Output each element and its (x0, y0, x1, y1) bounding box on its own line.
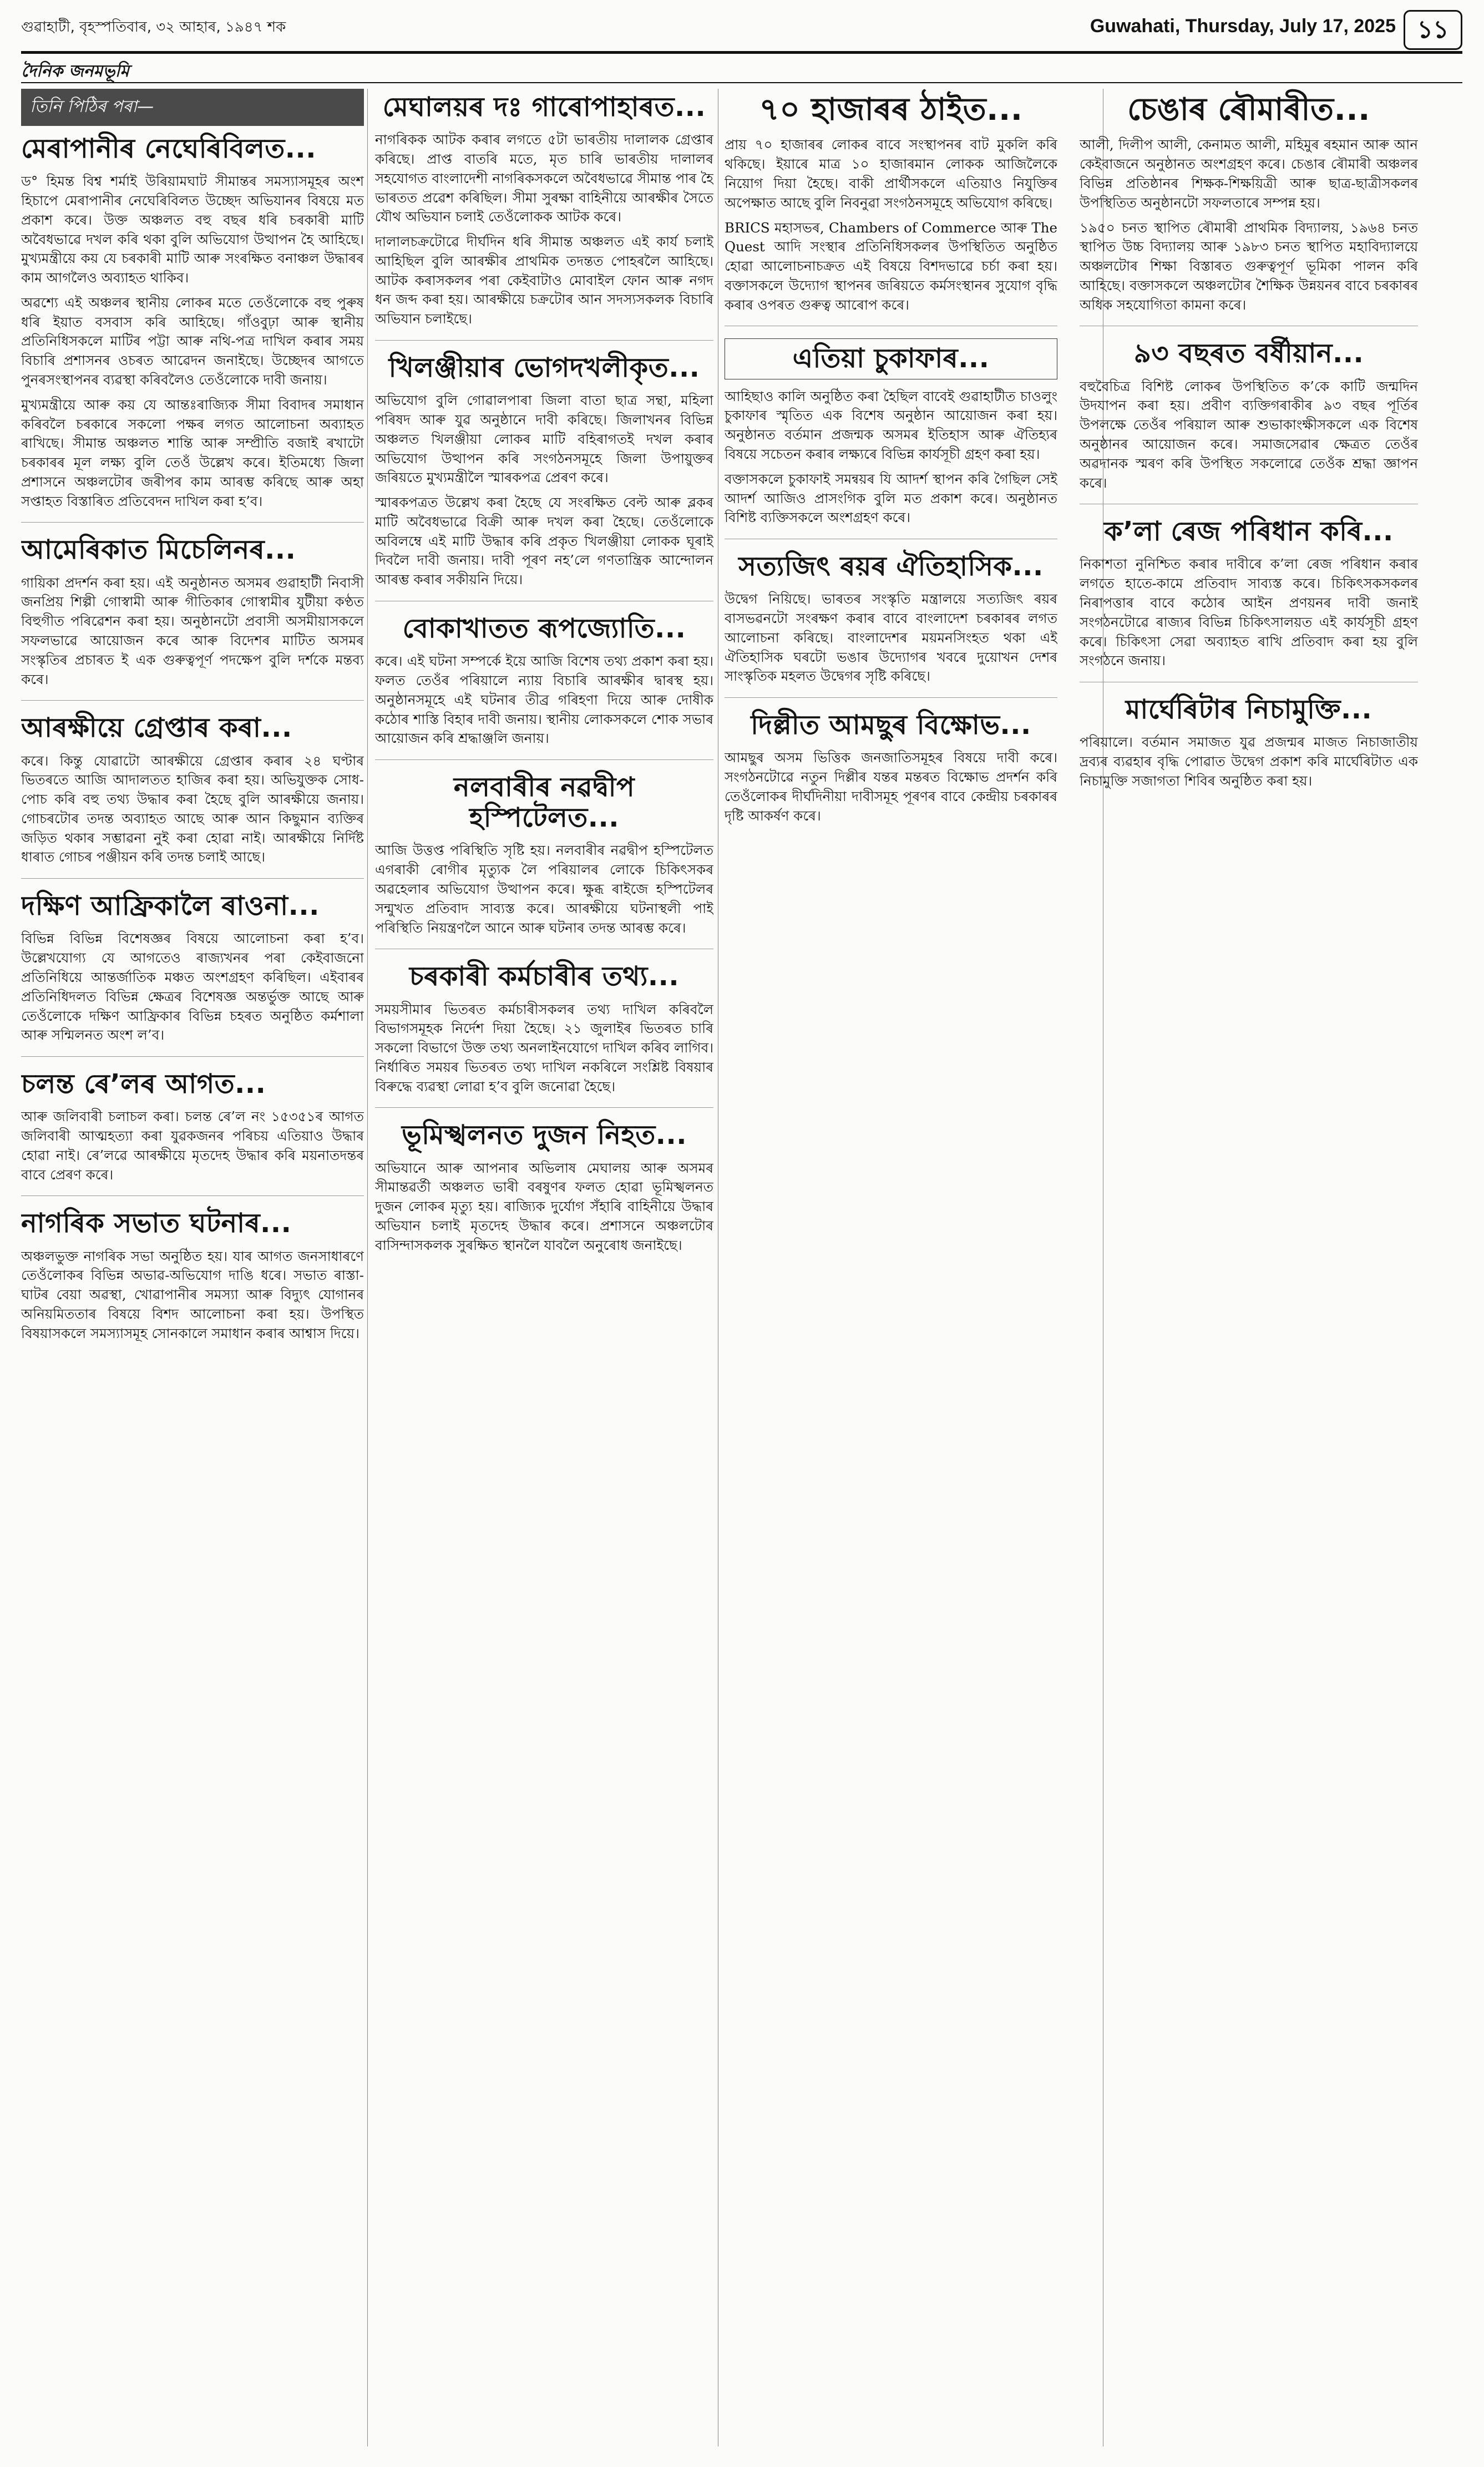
dateline-assamese: গুৱাহাটী, বৃহস্পতিবাৰ, ৩২ আহাৰ, ১৯৪৭ শক (21, 19, 286, 36)
headline: আৰক্ষীয়ে গ্ৰেপ্তাৰ কৰা... (21, 712, 292, 744)
article-paragraph: বিভিন্ন বিভিন্ন বিশেষজ্ঞৰ বিষয়ে আলোচনা কৰা হ’ব। উল্লেখযোগ্য যে আগতেও ৰাজ্যখনৰ পৰা কেইবাজনো প্ৰতিনিধিয়ে আন্তৰ্জাতিক মঞ্চত অংশগ্ৰহণ কৰিছিল। এইবাৰৰ প্ৰতিনিধিদলত বিভিন্ন ক্ষেত্ৰৰ বিশেষজ্ঞ অন্তৰ্ভুক্ত আছে আৰু তেওঁলোকে দক্ষিণ আফ্ৰিকাৰ বিভিন্ন চহৰত অনুষ্ঠিত কৰ্মশালা আৰু সন্মিলনত অংশ ল’ব। (21, 930, 364, 1043)
headline: চেঙাৰ ৰৌমাৰীত... (1127, 92, 1370, 128)
headline: নাগৰিক সভাত ঘটনাৰ... (21, 1208, 292, 1239)
article-paragraph: বহুবৈচিত্ৰ বিশিষ্ট লোকৰ উপস্থিতিত ক’কে কাটি জন্মদিন উদযাপন কৰা হয়। প্ৰবীণ ব্যক্তিগৰাকীৰ ৯৩ বছৰ পূৰ্তিৰ উপলক্ষে তেওঁৰ পৰিয়াল আৰু শুভাকাংক্ষীসকলে এক বিশেষ অনুষ্ঠানৰ আয়োজন কৰে। সমাজসেৱাৰ ক্ষেত্ৰত তেওঁৰ অৱদানক স্মৰণ কৰি উপস্থিত সকলোৱে তেওঁক শ্ৰদ্ধা জ্ঞাপন কৰে। (1080, 378, 1418, 491)
article-paragraph: আমছুৰ অসম ভিত্তিক জনজাতিসমূহৰ বিষয়ে দাবী কৰে। সংগঠনটোৱে নতুন দিল্লীৰ যন্তৰ মন্তৰত বিক্ষোভ প্ৰদৰ্শন কৰি তেওঁলোকৰ দীৰ্ঘদিনীয়া দাবীসমূহ পূৰণৰ বাবে কেন্দ্ৰীয় চৰকাৰৰ দৃষ্টি আকৰ্ষণ কৰে। (725, 749, 1057, 824)
article-paragraph: নাগৰিকক আটক কৰাৰ লগতে ৫টা ভাৰতীয় দালালক গ্ৰেপ্তাৰ কৰিছে। প্ৰাপ্ত বাতৰি মতে, মৃত চাৰি ভাৰতীয় দালালৰ সহযোগত বাংলাদেশী নাগৰিকসকলে অবৈধভাৱে সীমান্ত পাৰ হৈ ভাৰতত প্ৰৱেশ কৰিছিল। সীমা সুৰক্ষা বাহিনীয়ে আৰক্ষীৰ সৈতে যৌথ অভিযান চলাই তেওঁলোকক আটক কৰে। (375, 131, 713, 225)
headline: সত্যজিৎ ৰয়ৰ ঐতিহাসিক... (738, 551, 1044, 582)
article-paragraph: উদ্বেগ নিয়িছে। ভাৰতৰ সংস্কৃতি মন্ত্ৰালয়ে সত্যজিৎ ৰয়ৰ বাসভৱনটো সংৰক্ষণ কৰাৰ বাবে বাংলাদেশ চৰকাৰৰ লগত আলোচনা কৰিছে। বাংলাদেশৰ ময়মনসিংহত থকা এই ঐতিহাসিক ঘৰটো ভঙাৰ উদ্যোগৰ খবৰে দুয়োখন দেশৰ সাংস্কৃতিক মহলত উদ্বেগৰ সৃষ্টি কৰিছে। (725, 591, 1057, 685)
masthead (21, 10, 1462, 81)
headline: মেৰাপানীৰ নেঘেৰিবিলত... (21, 133, 316, 164)
article-paragraph: কৰে। কিন্তু যোৱাটো আৰক্ষীয়ে গ্ৰেপ্তাৰ কৰাৰ ২৪ ঘণ্টাৰ ভিতৰতে আজি আদালতত হাজিৰ কৰা হয়। অভিযুক্তক সোধ-পোচ কৰি বহু তথ্য উদ্ধাৰ কৰা হৈছে বুলি আৰক্ষীয়ে জনায়। গোচৰটোৰ তদন্ত অব্যাহত আছে আৰু আন কিছুমান ব্যক্তিৰ জড়িত থকাৰ সম্ভাৱনা নুই কৰা হোৱা নাই। আৰক্ষীয়ে নিৰ্দিষ্ট ধাৰাত গোচৰ পঞ্জীয়ন কৰি তদন্ত চলাই আছে। (21, 752, 364, 865)
column-2 (375, 89, 713, 2446)
article-arrest (21, 713, 364, 879)
headline: ক’লা ৰেজ পৰিধান কৰি... (1104, 516, 1394, 548)
article-70-thousand (725, 92, 1057, 326)
article-citizen-meeting (21, 1208, 364, 1354)
article-paragraph: গায়িকা প্ৰদৰ্শন কৰা হয়। এই অনুষ্ঠানত অসমৰ গুৱাহাটী নিবাসী জনপ্ৰিয় শিল্পী গোস্বামী আৰু গীতিকাৰ গোস্বামীৰ যুটীয়া কণ্ঠত বিহুগীত পৰিৱেশন কৰা হয়। অনুষ্ঠানটো প্ৰবাসী অসমীয়াসকলে সফলভাৱে আয়োজন কৰে আৰু বিদেশৰ মাটিত অসমৰ সংস্কৃতিৰ প্ৰচাৰত ই এক গুৰুত্বপূৰ্ণ পদক্ষেপ বুলি দৰ্শকে মন্তব্য কৰে। (21, 574, 364, 687)
article-train (21, 1069, 364, 1196)
headline: ৭০ হাজাৰৰ ঠাইত... (759, 92, 1023, 128)
article-paragraph: আহিছাও কালি অনুষ্ঠিত কৰা হৈছিল বাবেই গুৱাহাটীত চাওলুং চুকাফাৰ স্মৃতিত এক বিশেষ অনুষ্ঠান আয়োজন কৰা হয়। অনুষ্ঠানত বৰ্তমান প্ৰজন্মক অসমৰ ইতিহাস আৰু ঐতিহ্যৰ বিষয়ে সচেতন কৰাৰ লক্ষ্যৰে বিভিন্ন কাৰ্যসূচী গ্ৰহণ কৰা হয়। (725, 388, 1057, 462)
article-paragraph: প্ৰায় ৭০ হাজাৰৰ লোকৰ বাবে সংস্থাপনৰ বাট মুকলি কৰি থকিছে। ইয়াৰে মাত্ৰ ১০ হাজাৰমান লোকক আজিলৈকে নিয়োগ দিয়া হৈছে। বাকী প্ৰাৰ্থীসকলে এতিয়াও নিযুক্তিৰ অপেক্ষাত আছে বুলি নিবনুৱা সংগঠনসমূহে অভিযোগ কৰিছে। (725, 136, 1057, 211)
article-indigenous-land (375, 353, 713, 601)
paper-name: দৈনিক জনমভূমি (21, 62, 129, 81)
column-divider (367, 89, 368, 2446)
article-paragraph: বক্তাসকলে চুকাফাই সমন্বয়ৰ যি আদৰ্শ স্থাপন কৰি গৈছিল সেই আদৰ্শ আজিও প্ৰাসংগিক বুলি মত প্ৰকাশ কৰে। অনুষ্ঠানত বিশিষ্ট ব্যক্তিসকলে অংশগ্ৰহণ কৰে। (725, 470, 1057, 526)
article-satyajit-ray (725, 551, 1057, 698)
article-black-badge (1080, 516, 1418, 682)
article-america (21, 535, 364, 701)
article-bokakhat (375, 614, 713, 760)
headline: ৯৩ বছৰত বৰ্ষীয়ান... (1133, 338, 1364, 369)
article-nagheribil (21, 134, 364, 523)
article-nalbari-hospital (375, 772, 713, 949)
article-93-years (1080, 338, 1418, 504)
headline: দক্ষিণ আফ্ৰিকালৈ ৰাওনা... (21, 890, 320, 922)
article-paragraph: অভিযোগ বুলি গোৱালপাৰা জিলা বাতা ছাত্ৰ সন্থা, মহিলা পৰিষদ আৰু যুৱ অনুষ্ঠানে দাবী কৰিছে। জিলাখনৰ বিভিন্ন অঞ্চলত খিলঞ্জীয়া লোকৰ মাটি বহিৰাগতই দখল কৰাৰ অভিযোগ উত্থাপন কৰি সংগঠনসমূহে জিলা উপায়ুক্তৰ জৰিয়তে মুখ্যমন্ত্ৰীলৈ স্মাৰকপত্ৰ প্ৰেৰণ কৰে। (375, 392, 713, 486)
article-paragraph: অভিযানে আৰু আপনাৰ অভিলাষ মেঘালয় আৰু অসমৰ সীমান্তৱৰ্তী অঞ্চলত ভাৰী বৰষুণৰ ফলত হোৱা ভূমিস্খলনত দুজন লোকৰ মৃত্যু হয়। ৰাজ্যিক দুৰ্যোগ সঁহাৰি বাহিনীয়ে উদ্ধাৰ অভিযান চলাই মৃতদেহ উদ্ধাৰ কৰে। প্ৰশাসনে অঞ্চলটোৰ বাসিন্দাসকলক সুৰক্ষিত স্থানলৈ যাবলৈ অনুৰোধ জনাইছে। (375, 1159, 713, 1253)
article-paragraph: পৰিয়ালে। বৰ্তমান সমাজত যুৱ প্ৰজন্মৰ মাজত নিচাজাতীয় দ্ৰব্যৰ ব্যৱহাৰ বৃদ্ধি পোৱাত উদ্বেগ প্ৰকাশ কৰি মাৰ্ঘেৰিটাত এক নিচামুক্তি সজাগতা শিবিৰ অনুষ্ঠিত কৰা হয়। (1080, 734, 1418, 789)
article-amsu-delhi (725, 710, 1057, 837)
masthead-rule (21, 51, 1462, 54)
article-paragraph: স্মাৰকপত্ৰত উল্লেখ কৰা হৈছে যে সংৰক্ষিত বেল্ট আৰু ব্লকৰ মাটি অবৈধভাৱে বিক্ৰী আৰু দখল কৰা হৈছে। তেওঁলোকে অবিলম্বে এই মাটি উদ্ধাৰ কৰি প্ৰকৃত খিলঞ্জীয়া লোকক ঘূৰাই দিবলৈ দাবী জনায়। দাবী পূৰণ নহ’লে গণতান্ত্ৰিক আন্দোলন আৰম্ভ কৰাৰ সকীয়নি দিয়ে। (375, 494, 713, 588)
headline: মেঘালয়ৰ দঃ গাৰোপাহাৰত... (382, 92, 706, 123)
article-paragraph: আৰু জলিবাৰী চলাচল কৰা। চলন্ত ৰে’ল নং ১৫৩৫১ৰ আগত জলিবাৰী আত্মহত্যা কৰা যুৱকজনৰ পৰিচয় এতিয়াও উদ্ধাৰ হোৱা নাই। ৰে’লৱে আৰক্ষীয়ে মৃতদেহ উদ্ধাৰ কৰি ময়নাতদন্তৰ বাবে প্ৰেৰণ কৰে। (21, 1108, 364, 1183)
headline: দিল্লীত আমছুৰ বিক্ষোভ... (751, 710, 1031, 741)
column-1 (21, 89, 364, 2446)
article-paragraph: BRICS মহাসভৰ, Chambers of Commerce আৰু The Quest আদি সংস্থাৰ প্ৰতিনিধিসকলৰ উপস্থিতিত অনুষ্ঠিত হোৱা আলোচনাচক্ৰত এই বিষয়ে বিশদভাৱে চৰ্চা কৰা হয়। বক্তাসকলে উদ্যোগ স্থাপনৰ জৰিয়তে কৰ্মসংস্থানৰ সুযোগ বৃদ্ধি কৰাৰ ওপৰত গুৰুত্ব আৰোপ কৰে। (725, 219, 1057, 313)
headline: বোকাখাতত ৰূপজ্যোতি... (402, 613, 686, 644)
article-landslide (375, 1120, 713, 1266)
page-number: ১১ (1404, 10, 1462, 50)
article-margherita (1080, 695, 1418, 802)
article-paragraph: দালালচক্ৰটোৱে দীৰ্ঘদিন ধৰি সীমান্ত অঞ্চলত এই কাৰ্য চলাই আহিছিল বুলি আৰক্ষীৰ প্ৰাথমিক তদন্তত পোহৰলৈ আহিছে। আটক কৰাসকলৰ পৰা কেইবাটাও মোবাইল ফোন আৰু নগদ ধন জব্দ কৰা হয়। আৰক্ষীয়ে চক্ৰটোৰ আন সদস্যসকলক বিচাৰি অভিযান চলাইছে। (375, 234, 713, 327)
column-3a (725, 89, 1057, 2446)
article-paragraph: নিকাশতা নুনিশ্চিত কৰাৰ দাবীৰে ক’লা ৰেজ পৰিধান কৰাৰ লগতে হাতে-কামে প্ৰতিবাদ সাব্যস্ত কৰে। চিকিৎসকসকলৰ নিৰাপত্তাৰ বাবে কঠোৰ আইন প্ৰণয়নৰ দাবী জনাই সংগঠনটোৱে ৰাজ্যৰ বিভিন্ন চিকিৎসালয়ত এই কাৰ্যসূচী গ্ৰহণ কৰে। চিকিৎসা সেৱা অব্যাহত ৰাখি প্ৰতিবাদ কৰা হয় বুলি সংগঠনে জনায়। (1080, 556, 1418, 669)
article-paragraph: অঞ্চলভুক্ত নাগৰিক সভা অনুষ্ঠিত হয়। যাৰ আগত জনসাধাৰণে তেওঁলোকৰ বিভিন্ন অভাৱ-অভিযোগ দাঙি ধৰে। সভাত ৰাস্তা-ঘাটৰ বেয়া অৱস্থা, খোৱাপানীৰ সমস্যা আৰু বিদ্যুৎ যোগানৰ অনিয়মিততাৰ বিষয়ে বিশদ আলোচনা কৰা হয়। উপস্থিত বিষয়াসকলে সমস্যাসমূহ সোনকালে সমাধান কৰাৰ আশ্বাস দিয়ে। (21, 1248, 364, 1341)
headline: নলবাৰীৰ নৱদ্বীপ হস্পিটেলত... (453, 772, 635, 834)
article-meghalaya (375, 92, 713, 341)
article-paragraph: আজি উত্তপ্ত পৰিস্থিতি সৃষ্টি হয়। নলবাৰীৰ নৱদ্বীপ হস্পিটেলত এগৰাকী ৰোগীৰ মৃত্যুক লৈ পৰিয়ালৰ লোকে চিকিৎসকৰ অৱহেলাৰ অভিযোগ উত্থাপন কৰে। ক্ষুব্ধ ৰাইজে হস্পিটেলৰ সন্মুখত প্ৰতিবাদ সাব্যস্ত কৰে। আৰক্ষীয়ে ঘটনাস্থলী পাই পৰিস্থিতি নিয়ন্ত্ৰণলৈ আনে আৰু ঘটনাৰ তদন্ত আৰম্ভ কৰে। (375, 842, 713, 936)
article-govt-employee (375, 961, 713, 1108)
article-south-africa (21, 891, 364, 1057)
headline: ভূমিস্খলনত দুজন নিহত... (402, 1119, 687, 1151)
article-paragraph: সময়সীমাৰ ভিতৰত কৰ্মচাৰীসকলৰ তথ্য দাখিল কৰিবলৈ বিভাগসমূহক নিৰ্দেশ দিয়া হৈছে। ২১ জুলাইৰ ভিতৰত চাৰি সকলো বিভাগে উক্ত তথ্য অনলাইনযোগে দাখিল কৰিব লাগিব। নিৰ্ধাৰিত সময়ৰ ভিতৰত তথ্য দাখিল নকৰিলে সংশ্লিষ্ট বিষয়াৰ বিৰুদ্ধে ব্যৱস্থা লোৱা হ’ব বুলি জনোৱা হৈছে। (375, 1001, 713, 1095)
article-paragraph: মুখ্যমন্ত্ৰীয়ে আৰু কয় যে আন্তঃৰাজ্যিক সীমা বিবাদৰ সমাধান কৰিবলৈ চৰকাৰে সকলো পক্ষৰ লগত আলোচনা অব্যাহত ৰাখিছে। সীমান্ত অঞ্চলত শান্তি আৰু সম্প্ৰীতি বজাই ৰখাটো চৰকাৰৰ মূল লক্ষ্য বুলি তেওঁ উল্লেখ কৰে। ইতিমধ্যে জিলা প্ৰশাসনে অঞ্চলটোৰ জৰীপৰ কাম আৰম্ভ কৰিছে আৰু অহা সপ্তাহত বিস্তাৰিত প্ৰতিবেদন দাখিল কৰা হ’ব। (21, 396, 364, 509)
article-paragraph: কৰে। এই ঘটনা সম্পৰ্কে ইয়ে আজি বিশেষ তথ্য প্ৰকাশ কৰা হয়। ফলত তেওঁৰ পৰিয়ালে ন্যায় বিচাৰি আৰক্ষীৰ দ্বাৰস্থ হয়। অনুষ্ঠানসমূহে এই ঘটনাৰ তীব্ৰ গৰিহণা দিয়ে আৰু দোষীক কঠোৰ শাস্তি বিহাৰ দাবী জনায়। স্থানীয় লোকসকলে শোক সভাৰ আয়োজন কৰি শ্ৰদ্ধাঞ্জলি জনায়। (375, 653, 713, 747)
article-paragraph: আলী, দিলীপ আলী, কেনামত আলী, মহিমুৰ ৰহমান আৰু আন কেইবাজনে অনুষ্ঠানত অংশগ্ৰহণ কৰে। চেঙাৰ ৰৌমাৰী অঞ্চলৰ বিভিন্ন প্ৰতিষ্ঠানৰ শিক্ষক-শিক্ষয়িত্ৰী আৰু ছাত্ৰ-ছাত্ৰীসকলৰ উপস্থিতিত অনুষ্ঠানটো সফলতাৰে সম্পন্ন হয়। (1080, 136, 1418, 211)
article-chengar-roumari (1080, 92, 1418, 326)
headline: খিলঞ্জীয়াৰ ভোগদখলীকৃত... (388, 352, 700, 383)
column-3b (1080, 89, 1418, 2446)
headline: এতিয়া চুকাফাৰ... (725, 338, 1057, 379)
headline: মাৰ্ঘেৰিটাৰ নিচামুক্তি... (1125, 694, 1372, 726)
headline: চলন্ত ৰে’লৰ আগত... (21, 1068, 266, 1100)
article-paragraph: অৱশ্যে এই অঞ্চলৰ স্থানীয় লোকৰ মতে তেওঁলোকে বহু পুৰুষ ধৰি ইয়াত বসবাস কৰি আহিছে। গাঁওবুঢ়া আৰু স্থানীয় প্ৰতিনিধিসকলে মাটিৰ পট্টা আৰু নথি-পত্ৰ দাখিল কৰাৰ সময় বিচাৰি প্ৰশাসনৰ ওচৰত আৱেদন জনাইছে। উচ্ছেদৰ আগতে পুনৰসংস্থাপনৰ ব্যৱস্থা কৰিবলৈও তেওঁলোকে দাবী জনায়। (21, 294, 364, 388)
article-chukafa (725, 338, 1057, 539)
headline: চৰকাৰী কৰ্মচাৰীৰ তথ্য... (409, 961, 680, 992)
headline: আমেৰিকাত মিচেলিনৰ... (21, 534, 296, 566)
continued-from-label: তিনি পিঠিৰ পৰা— (21, 89, 364, 126)
dateline-english: Guwahati, Thursday, July 17, 2025 (1090, 16, 1396, 37)
masthead-underline (21, 82, 1462, 83)
article-paragraph: ড° হিমন্ত বিশ্ব শৰ্মাই উৰিয়ামঘাট সীমান্তৰ সমস্যাসমূহৰ অংশ হিচাপে মেৰাপানীৰ নেঘেৰিবিলত উচ্ছেদ অভিযানৰ বিষয়ে মত প্ৰকাশ কৰে। উক্ত অঞ্চলত বহু বছৰ ধৰি চৰকাৰী মাটি অবৈধভাৱে দখল কৰি থকা বুলি অভিযোগ উত্থাপন হৈ আহিছে। মুখ্যমন্ত্ৰীয়ে কয় যে চৰকাৰী মাটি আৰু সংৰক্ষিত বনাঞ্চল উদ্ধাৰৰ কাম আগলৈও অব্যাহত থাকিব। (21, 173, 364, 286)
column-3 (725, 89, 1418, 2446)
article-paragraph: ১৯৫০ চনত স্থাপিত ৰৌমাৰী প্ৰাথমিক বিদ্যালয়, ১৯৬৪ চনত স্থাপিত উচ্চ বিদ্যালয় আৰু ১৯৮৩ চনত স্থাপিত মহাবিদ্যালয়ে অঞ্চলটোৰ শিক্ষা বিস্তাৰত গুৰুত্বপূৰ্ণ ভূমিকা পালন কৰি আহিছে। বক্তাসকলে অঞ্চলটোৰ শৈক্ষিক উন্নয়নৰ বাবে চৰকাৰৰ অধিক সহযোগিতা কামনা কৰে। (1080, 219, 1418, 313)
